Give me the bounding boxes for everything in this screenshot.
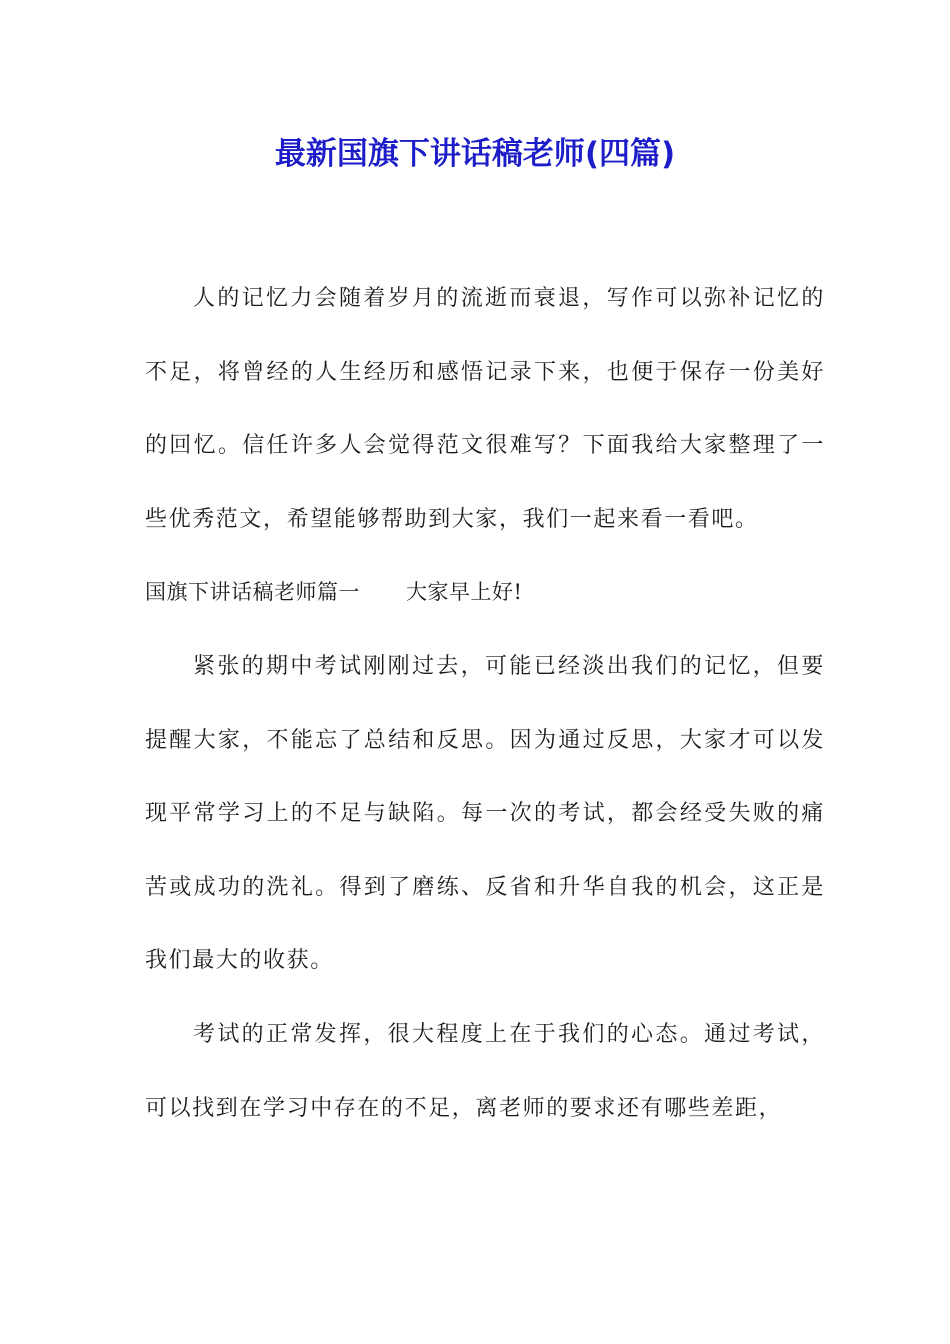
document-title: 最新国旗下讲话稿老师(四篇) [274,136,676,172]
section-heading-line [145,556,825,630]
body-paragraph-1: 紧张的期中考试刚刚过去，可能已经淡出我们的记忆，但要提醒大家，不能忘了总结和反思。因为通过反思，大家才可以发现平常学习上的不足与缺陷。每一次的考试，都会经受失败的痛苦或成功的洗礼。得到了磨练、反省和升华自我的机会，这正是我们最大的收获。 [145,653,825,974]
body-paragraph-2: 考试的正常发挥，很大程度上在于我们的心态。通过考试，可以找到在学习中存在的不足，离老师的要求还有哪些差距， [145,1021,825,1121]
greeting: 大家早上好! [406,580,523,605]
section-heading: 国旗下讲话稿老师篇一 [145,580,360,605]
document-body [145,262,825,1145]
intro-paragraph: 人的记忆力会随着岁月的流逝而衰退，写作可以弥补记忆的不足，将曾经的人生经历和感悟记录下来，也便于保存一份美好的回忆。信任许多人会觉得范文很难写？下面我给大家整理了一些优秀范文，希望能够帮助到大家，我们一起来看一看吧。 [145,286,825,532]
